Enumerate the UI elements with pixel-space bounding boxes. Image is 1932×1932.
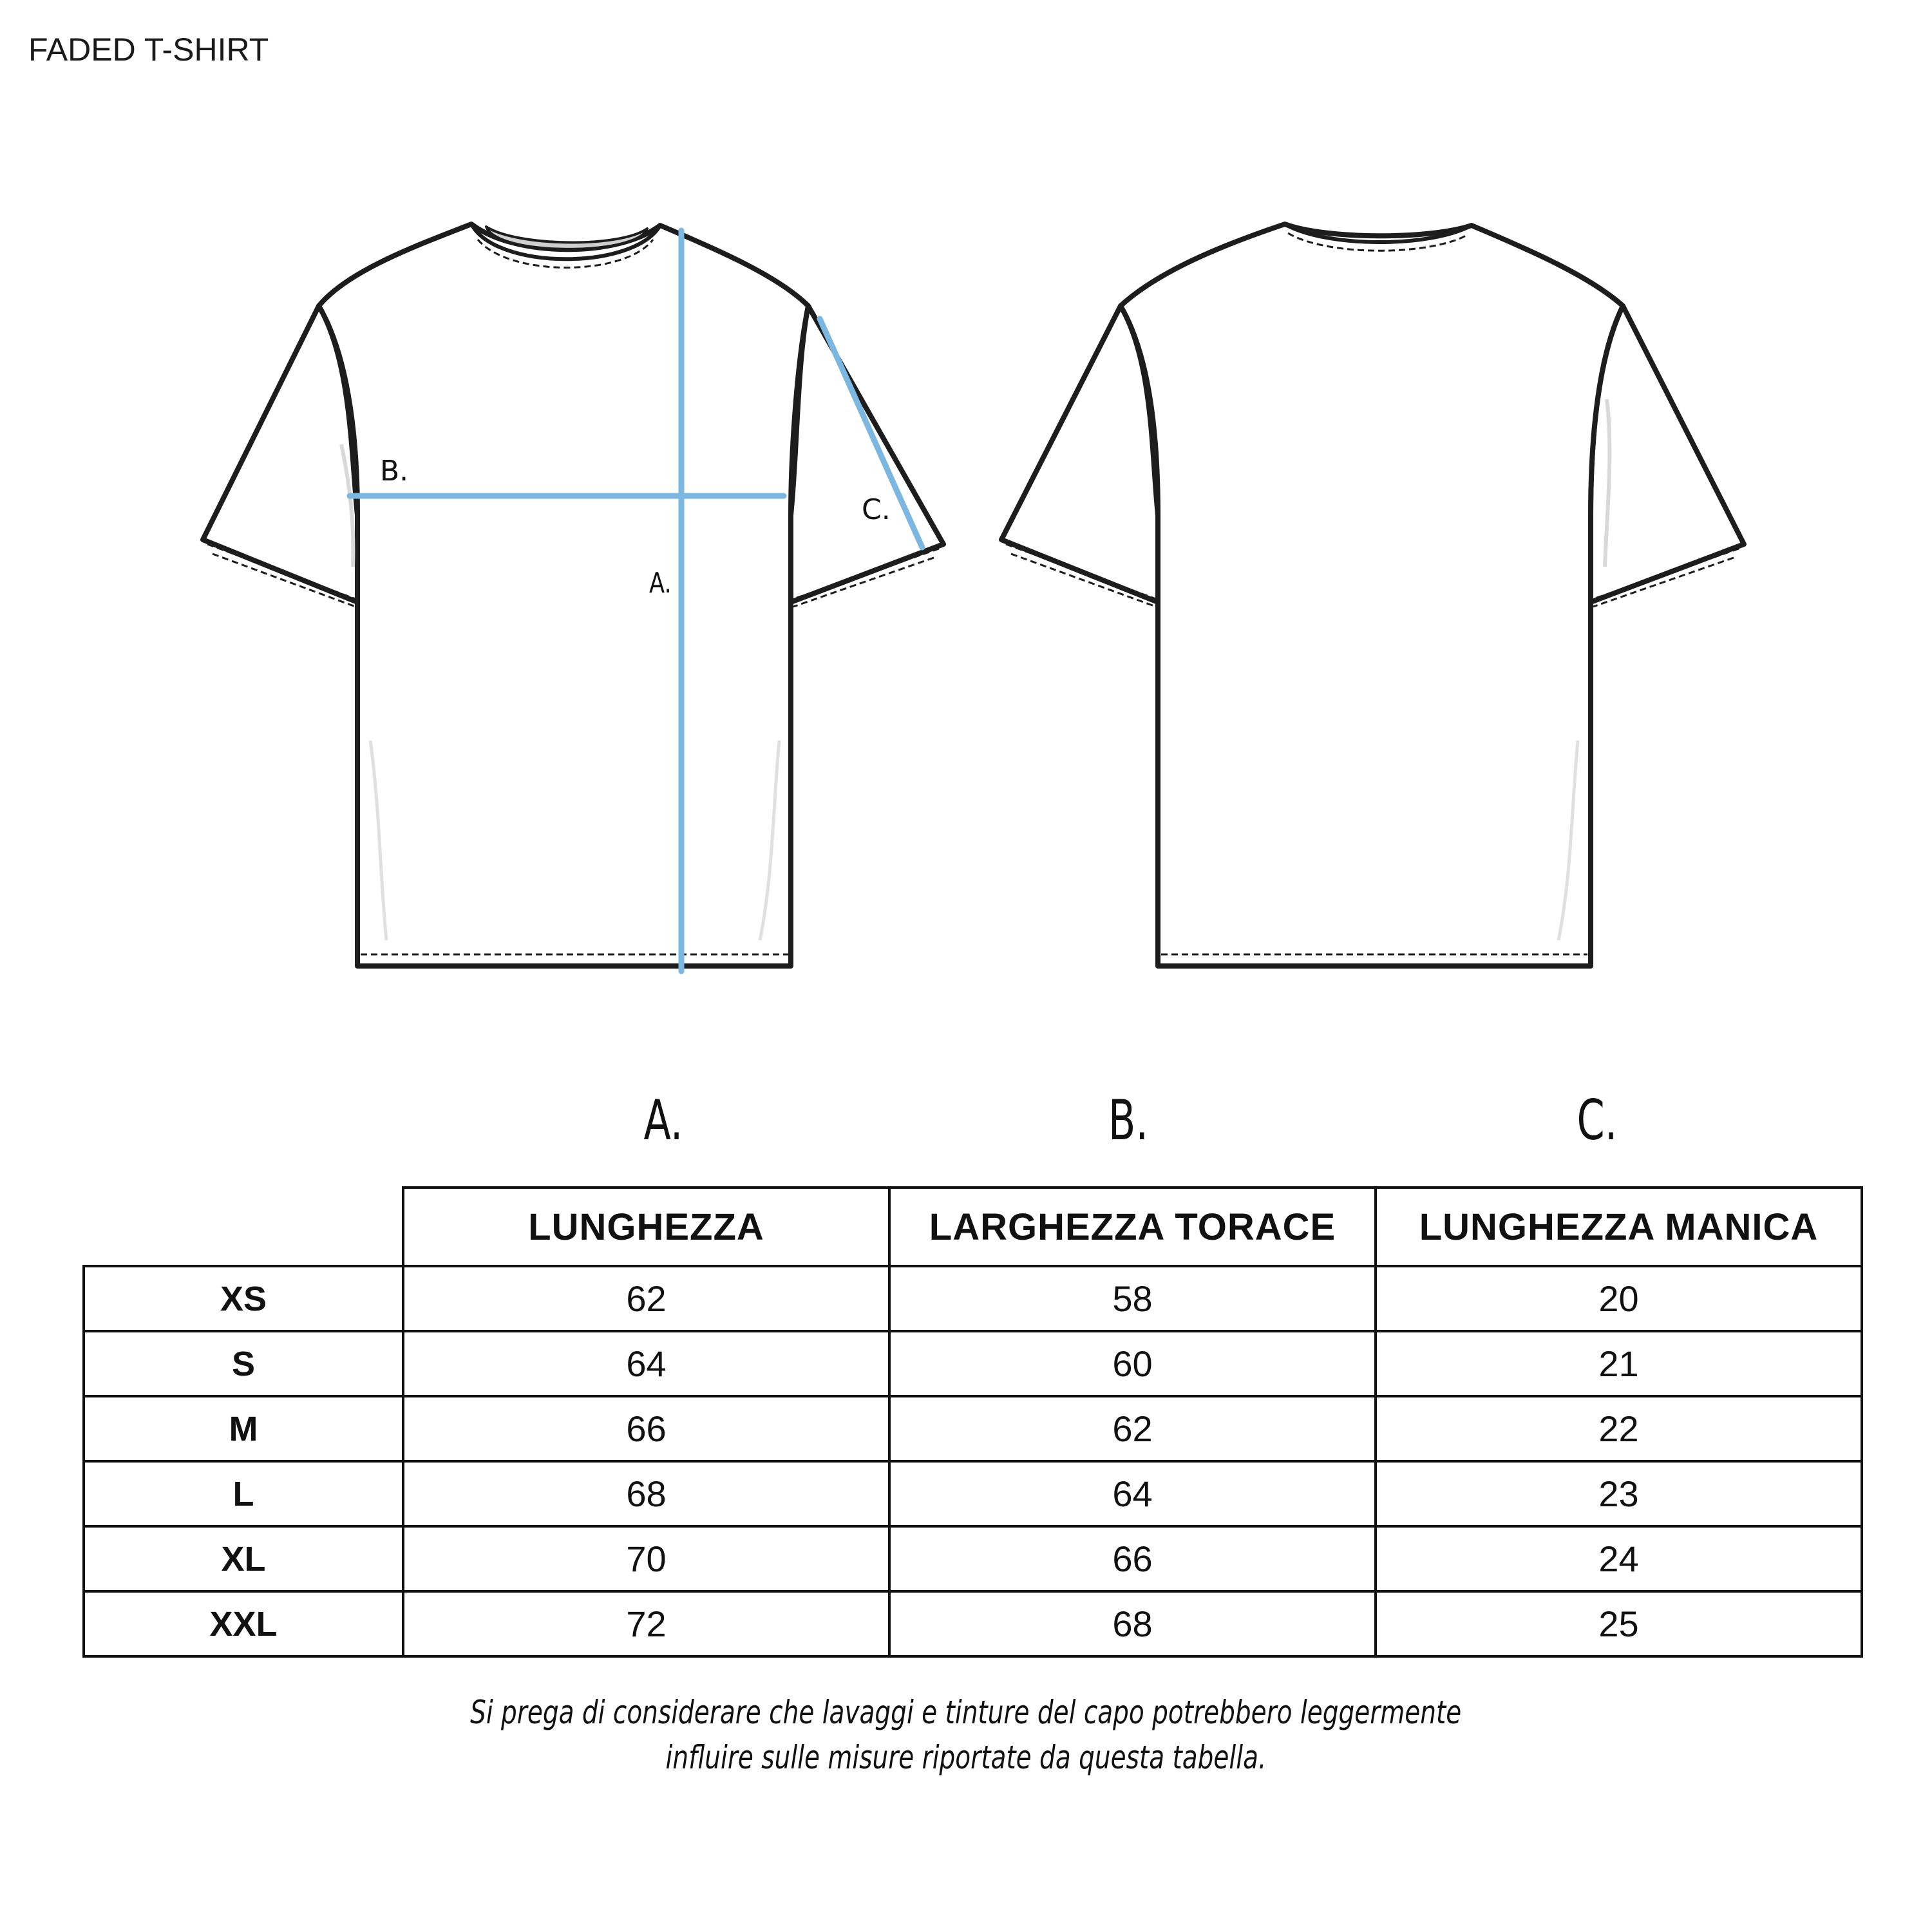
- cell-lunghezza: 72: [403, 1591, 889, 1656]
- cell-lunghezza-manica: 20: [1376, 1266, 1862, 1331]
- table-row: [84, 1461, 1862, 1526]
- size-label: M: [84, 1396, 403, 1461]
- back-left-sleeve: [1001, 306, 1158, 602]
- cell-lunghezza: 70: [403, 1526, 889, 1591]
- cell-larghezza-torace: 66: [889, 1526, 1376, 1591]
- product-title: FADED T-SHIRT: [28, 32, 269, 68]
- cell-lunghezza-manica: 21: [1376, 1331, 1862, 1396]
- back-body: [1121, 224, 1623, 966]
- tshirt-back-drawing: [1001, 224, 1744, 966]
- front-left-sleeve: [203, 306, 357, 602]
- cell-lunghezza: 66: [403, 1396, 889, 1461]
- column-letter-a: A.: [643, 1088, 683, 1153]
- table-header-row: [84, 1188, 1862, 1266]
- table-row: [84, 1331, 1862, 1396]
- cell-lunghezza: 62: [403, 1266, 889, 1331]
- cell-larghezza-torace: 60: [889, 1331, 1376, 1396]
- table-corner-cell: [84, 1188, 403, 1266]
- care-note-text-1: Si prega di considerare che lavaggi e tinture del capo potrebbero leggermente: [470, 1694, 1462, 1731]
- cell-larghezza-torace: 68: [889, 1591, 1376, 1656]
- front-right-sleeve: [791, 306, 943, 602]
- care-note-line-1: [0, 1694, 1932, 1731]
- care-note-text-2: influire sulle misure riportate da questa tabella.: [665, 1739, 1267, 1776]
- cell-lunghezza-manica: 24: [1376, 1526, 1862, 1591]
- size-label: XL: [84, 1526, 403, 1591]
- table-row: [84, 1526, 1862, 1591]
- table-row: [84, 1591, 1862, 1656]
- tshirt-front-drawing: [203, 224, 943, 966]
- cell-lunghezza-manica: 22: [1376, 1396, 1862, 1461]
- column-letter-b: B.: [1108, 1088, 1149, 1153]
- header-lunghezza-manica: LUNGHEZZA MANICA: [1376, 1188, 1862, 1266]
- back-right-sleeve: [1591, 306, 1744, 602]
- size-label: XS: [84, 1266, 403, 1331]
- size-table: [82, 1186, 1863, 1658]
- front-body: [319, 224, 808, 966]
- header-lunghezza: LUNGHEZZA: [403, 1188, 889, 1266]
- measure-label-b: B.: [380, 455, 409, 488]
- measure-label-a: A.: [649, 567, 672, 600]
- column-letter-c: C.: [1577, 1088, 1618, 1153]
- header-larghezza-torace: LARGHEZZA TORACE: [889, 1188, 1376, 1266]
- table-row: [84, 1266, 1862, 1331]
- size-label: L: [84, 1461, 403, 1526]
- cell-lunghezza: 64: [403, 1331, 889, 1396]
- care-note-line-2: [0, 1739, 1932, 1776]
- cell-lunghezza: 68: [403, 1461, 889, 1526]
- cell-larghezza-torace: 64: [889, 1461, 1376, 1526]
- cell-lunghezza-manica: 23: [1376, 1461, 1862, 1526]
- measure-label-c: C.: [862, 493, 891, 526]
- table-row: [84, 1396, 1862, 1461]
- cell-lunghezza-manica: 25: [1376, 1591, 1862, 1656]
- cell-larghezza-torace: 58: [889, 1266, 1376, 1331]
- size-label: S: [84, 1331, 403, 1396]
- cell-larghezza-torace: 62: [889, 1396, 1376, 1461]
- size-label: XXL: [84, 1591, 403, 1656]
